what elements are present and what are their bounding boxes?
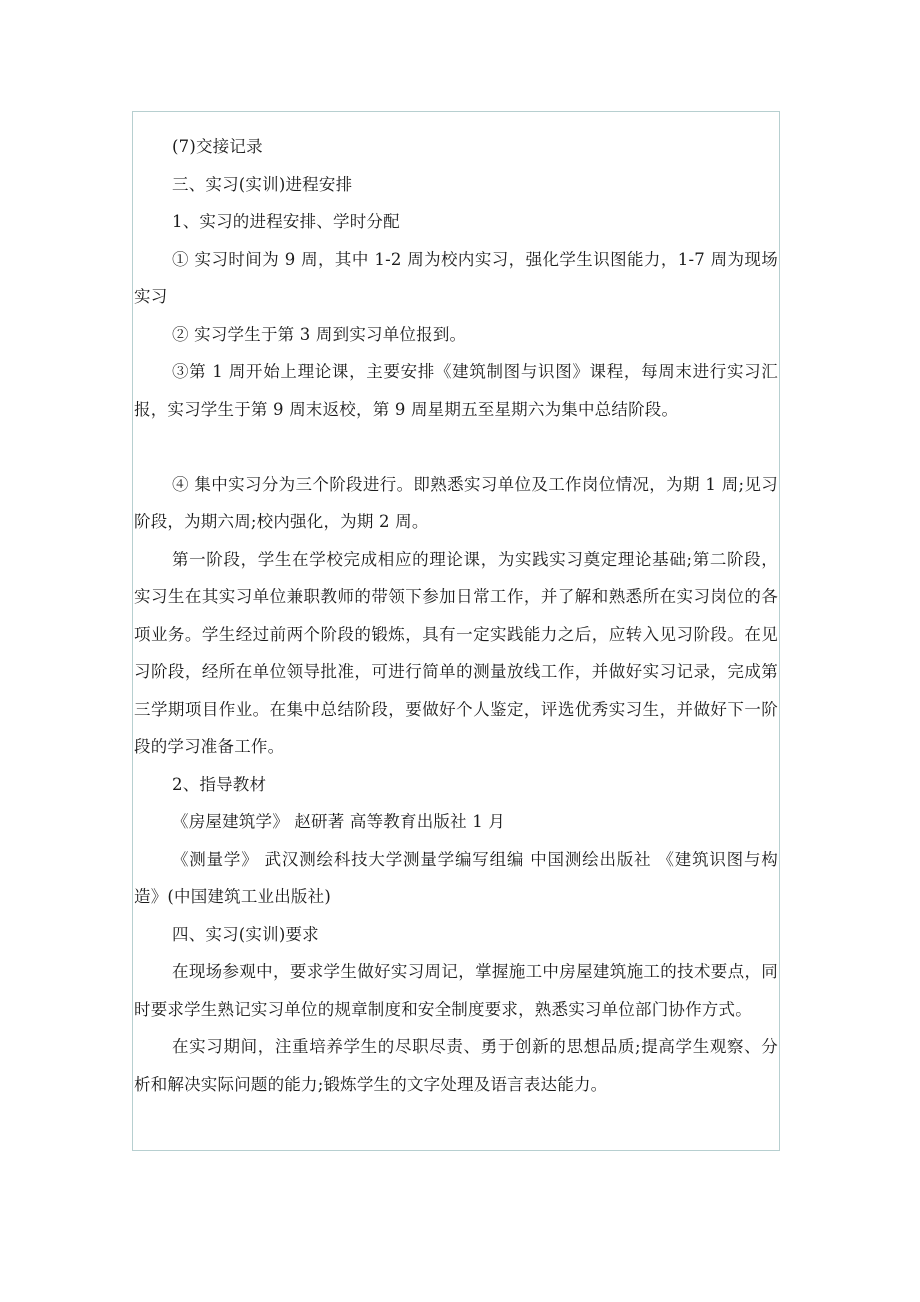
schedule-item-2: ② 实习学生于第 3 周到实习单位报到。 [172, 324, 467, 344]
stages-description: 第一阶段，学生在学校完成相应的理论课，为实践实习奠定理论基础;第二阶段，实习生在其实习单位兼职教师的带领下参加日常工作，并了解和熟悉所在实习岗位的各项业务。学生经过前两个阶段的锻炼，具有一定实践能力之后，应转入见习阶段。在见习阶段，经所在单位领导批准，可进行简单的测量放线工作，并做好实习记录，完成第三学期项目作业。在集中总结阶段，要做好个人鉴定，评选优秀实习生，并做好下一阶段的学习准备工作。 [134, 549, 778, 756]
subsection-1-heading: 1、实习的进程安排、学时分配 [172, 212, 400, 231]
subsection-2-heading: 2、指导教材 [172, 774, 267, 794]
handover-record-item: (7)交接记录 [172, 137, 263, 156]
schedule-item-4: ④ 集中实习分为三个阶段进行。即熟悉实习单位及工作岗位情况，为期 1 周;见习阶段，为期六周;校内强化，为期 2 周。 [134, 474, 778, 531]
section-4-heading: 四、实习(实训)要求 [172, 924, 319, 944]
document-body [134, 128, 778, 1103]
blank-line [134, 428, 778, 466]
requirements-paragraph-2: 在实习期间，注重培养学生的尽职尽责、勇于创新的思想品质;提高学生观察、分析和解决实际问题的能力;锻炼学生的文字处理及语言表达能力。 [134, 1037, 778, 1094]
section-3-heading: 三、实习(实训)进程安排 [172, 174, 353, 194]
textbook-item-1: 《房屋建筑学》 赵研著 高等教育出版社 1 月 [172, 812, 506, 831]
schedule-item-3: ③第 1 周开始上理论课，主要安排《建筑制图与识图》课程，每周末进行实习汇报，实习学生于第 9 周末返校，第 9 周星期五至星期六为集中总结阶段。 [134, 362, 778, 419]
schedule-item-1: ① 实习时间为 9 周，其中 1-2 周为校内实习，强化学生识图能力，1-7 周为现场实习 [134, 249, 778, 306]
textbook-item-2: 《测量学》 武汉测绘科技大学测量学编写组编 中国测绘出版社 《建筑识图与构造》(中国建筑工业出版社) [134, 849, 778, 906]
requirements-paragraph-1: 在现场参观中，要求学生做好实习周记，掌握施工中房屋建筑施工的技术要点，同时要求学生熟记实习单位的规章制度和安全制度要求，熟悉实习单位部门协作方式。 [134, 962, 778, 1019]
